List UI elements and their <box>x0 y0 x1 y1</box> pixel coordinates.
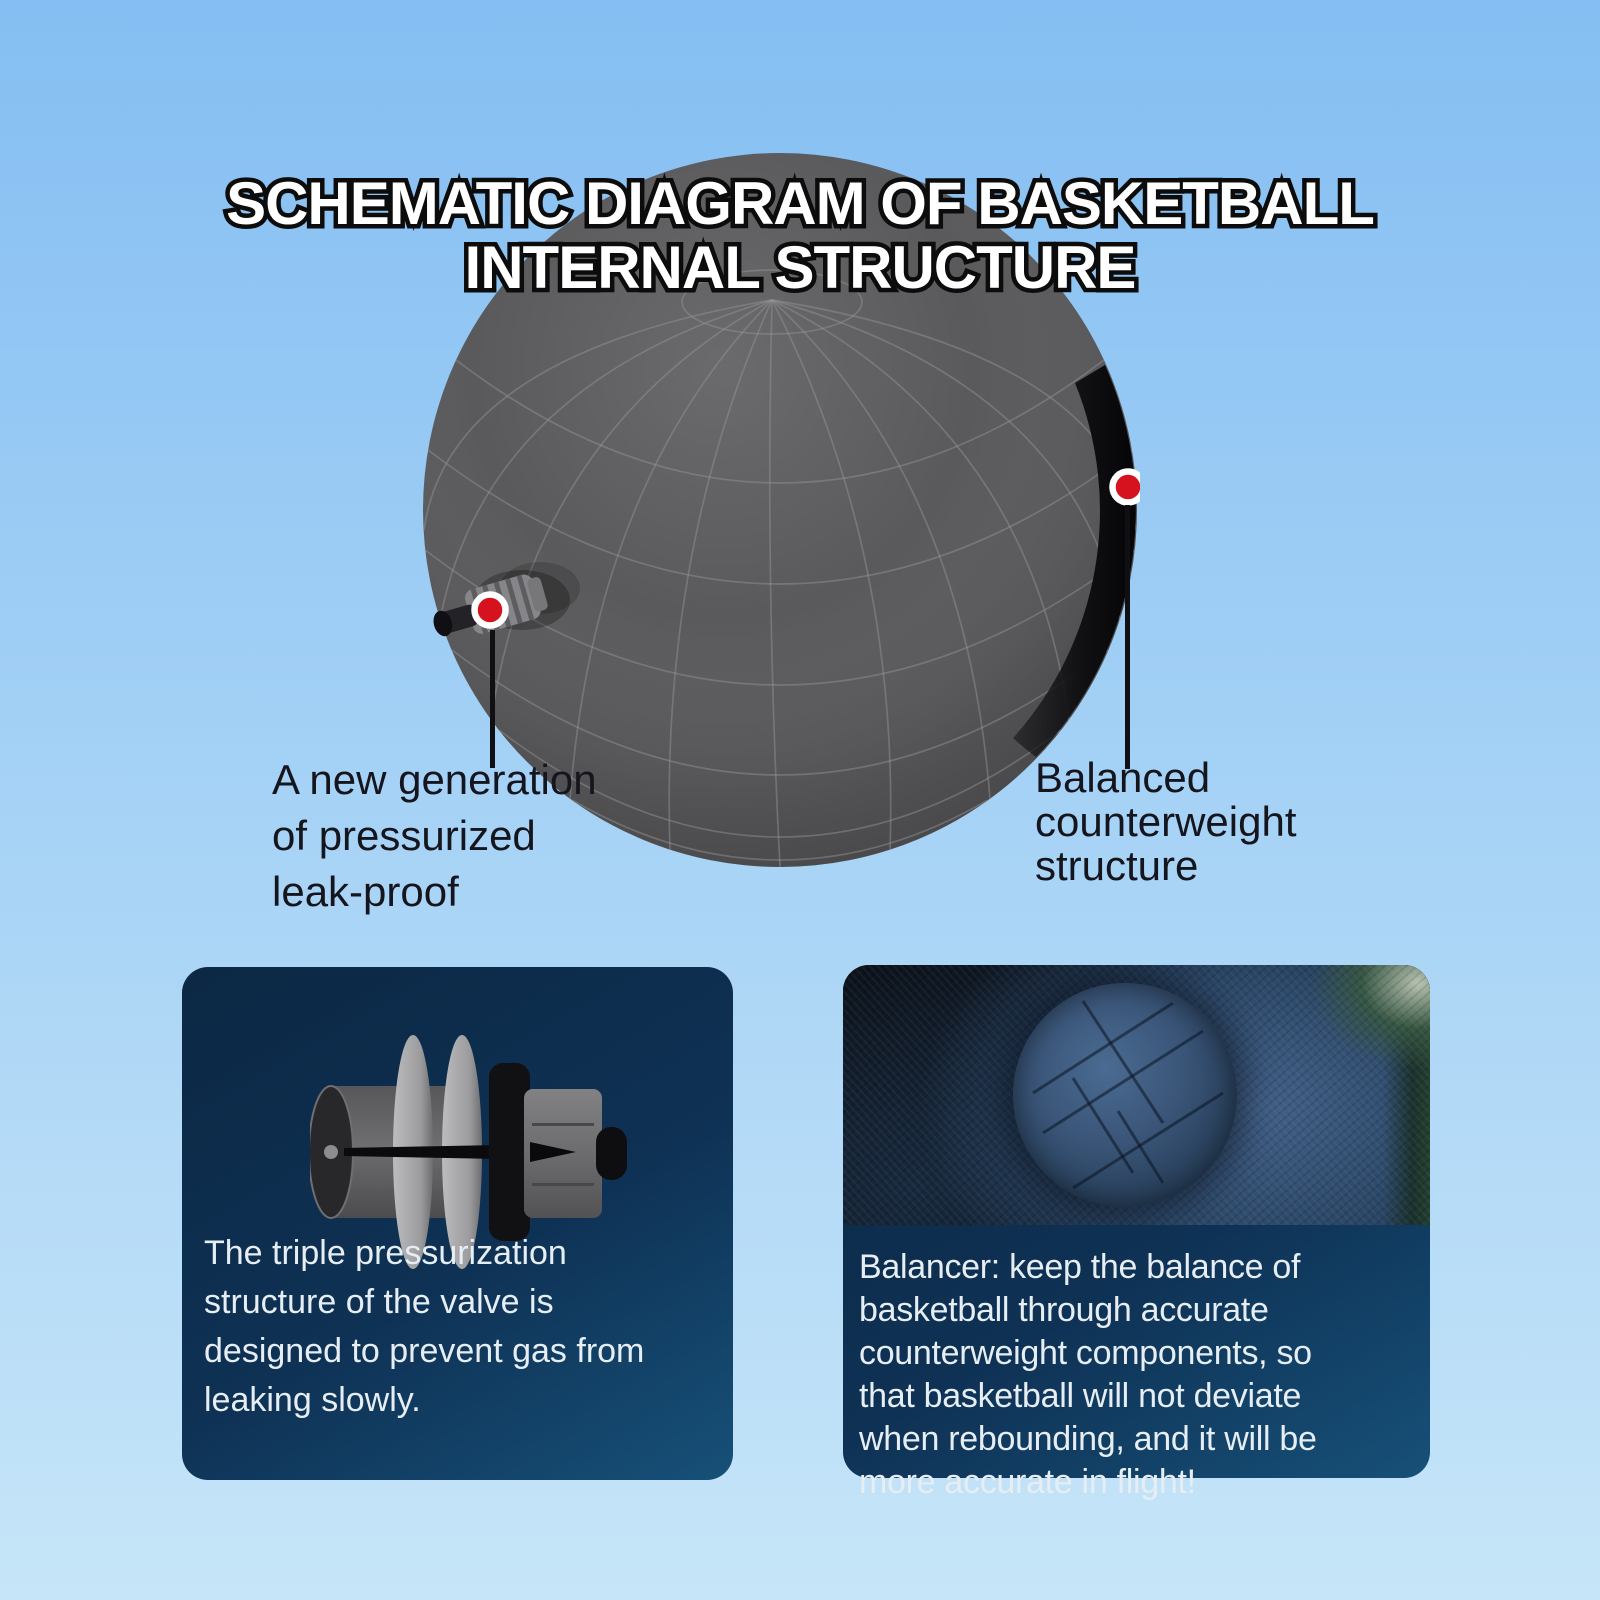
balancer-photo <box>843 965 1430 1225</box>
balancer-info-card <box>843 965 1430 1501</box>
balancer-callout-line <box>1125 505 1130 769</box>
valve-caption <box>204 1229 644 1425</box>
title-line-1: SCHEMATIC DIAGRAM OF BASKETBALL SCHEMATIC DIAGRAM OF BASKETBALL <box>0 172 1600 236</box>
valve-caption-line: The triple pressurization <box>204 1234 567 1272</box>
balancer-callout-label-line: Balanced <box>1035 754 1211 801</box>
valve-caption-line: leaking slowly. <box>204 1381 421 1419</box>
valve-callout-label-line: of pressurized <box>272 812 536 859</box>
balancer-patch-seams <box>1013 983 1237 1207</box>
valve-callout-line <box>490 630 495 768</box>
balancer-callout-label <box>1035 756 1297 888</box>
balancer-caption-line: that basketball will not deviate <box>859 1377 1302 1415</box>
page-title <box>0 172 1600 300</box>
balancer-callout-label-line: structure <box>1035 842 1199 889</box>
valve-callout-label-line: leak-proof <box>272 868 459 915</box>
balancer-caption-line: Balancer: keep the balance of <box>859 1248 1301 1286</box>
valve-caption-line: structure of the valve is <box>204 1283 554 1321</box>
balancer-caption <box>859 1246 1317 1504</box>
balancer-patch <box>1013 983 1237 1207</box>
balancer-callout-label-line: counterweight <box>1035 798 1297 845</box>
balancer-marker-dot <box>1113 472 1141 503</box>
balancer-caption-line: when rebounding, and it will be <box>859 1420 1317 1458</box>
balancer-caption-line: basketball through accurate <box>859 1291 1269 1329</box>
valve-info-card <box>182 967 733 1480</box>
title-line-2: INTERNAL STRUCTURE INTERNAL STRUCTURE <box>0 236 1600 300</box>
balancer-caption-line: counterweight components, so <box>859 1334 1312 1372</box>
valve-marker-dot <box>475 595 506 626</box>
balancer-caption-line: more accurate in flight! <box>859 1463 1196 1501</box>
valve-caption-line: designed to prevent gas from <box>204 1332 645 1370</box>
valve-callout-label <box>272 752 597 920</box>
valve-callout-label-line: A new generation <box>272 756 597 803</box>
